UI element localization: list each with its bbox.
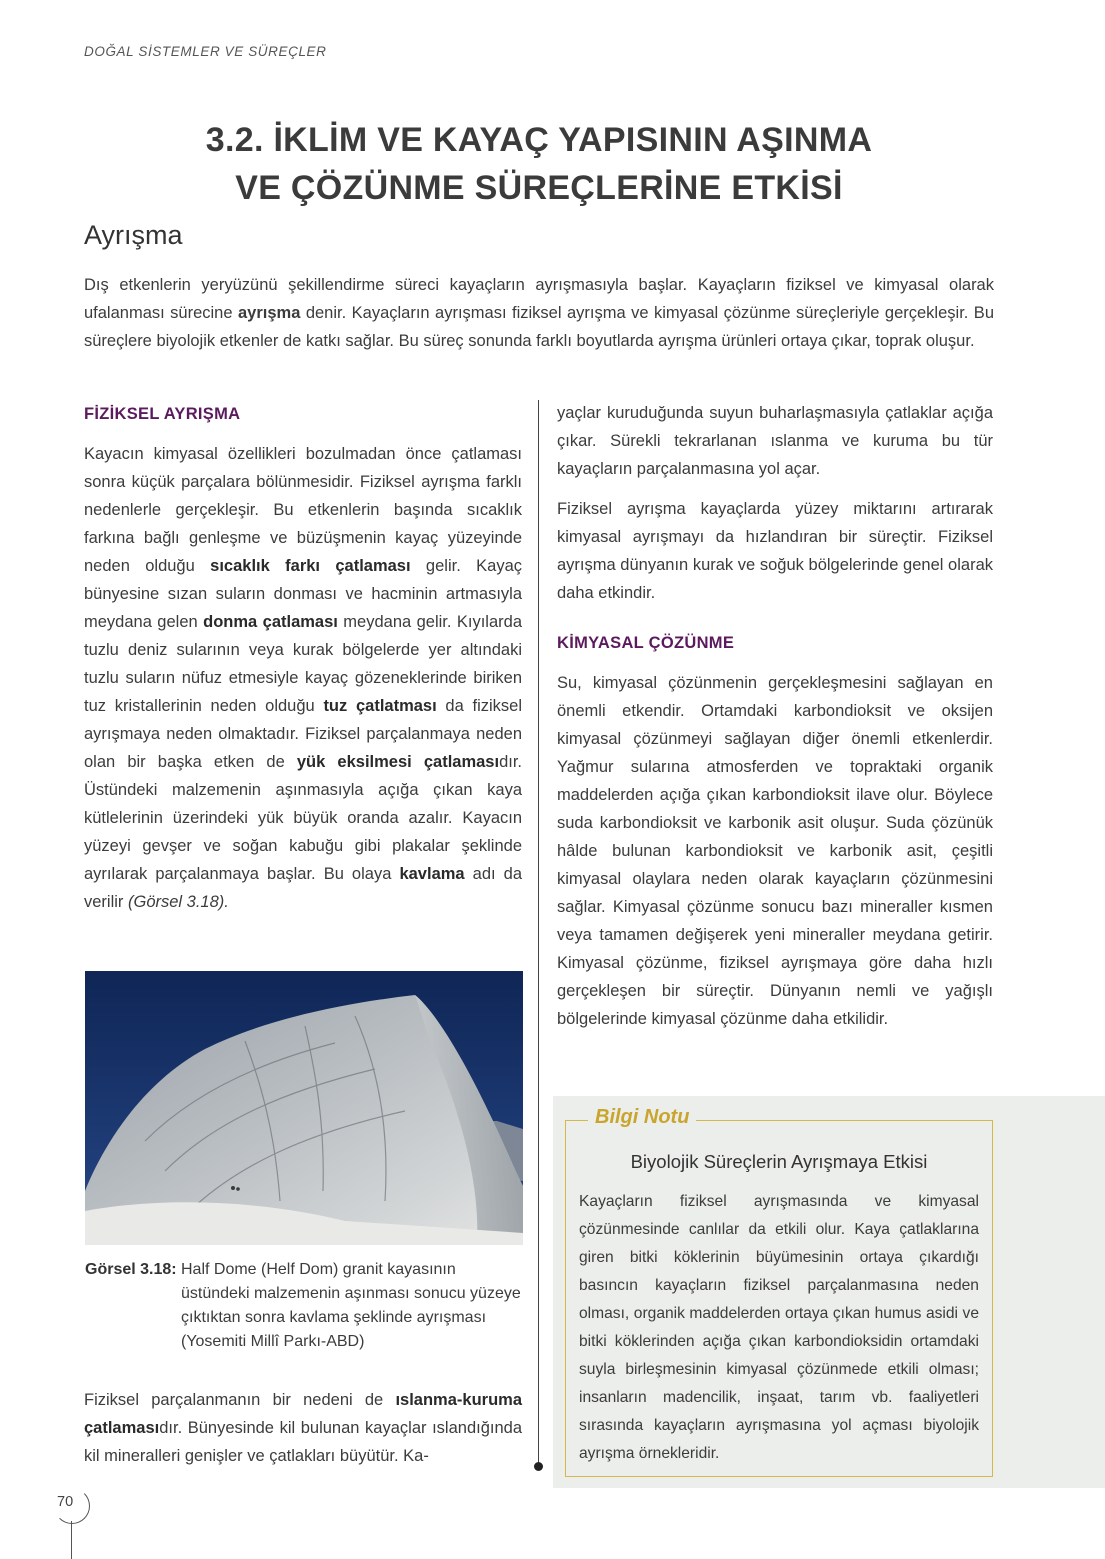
physical-text-3: meydana gelir. Kıyılarda tuzlu deniz sularının veya kurak bölgelerde yer altındaki tuzlu suların nüfuz etmesiyle kayaç gözeneklerinde biriken tuz kristallerinin neden olduğu bbox=[84, 613, 522, 715]
info-note-label: Bilgi Notu bbox=[588, 1106, 696, 1129]
term-unloading-cracking: yük eksilmesi çatlaması bbox=[296, 753, 500, 771]
page-title bbox=[84, 116, 994, 212]
page-number-line bbox=[71, 1521, 72, 1559]
term-frost-cracking: donma çatlaması bbox=[203, 613, 338, 631]
title-line-2: VE ÇÖZÜNME SÜREÇLERİNE ETKİSİ bbox=[235, 169, 843, 207]
half-dome-photo bbox=[85, 971, 523, 1245]
figure-label: Görsel 3.18: bbox=[85, 1261, 177, 1278]
term-wet-dry-cracking: ıslanma-kuruma çatlaması bbox=[84, 1391, 522, 1437]
chemical-dissolution-heading: KİMYASAL ÇÖZÜNME bbox=[557, 634, 735, 652]
hikers-2 bbox=[236, 1187, 240, 1191]
right-column bbox=[557, 399, 993, 1033]
physical-text-2: gelir. Kayaç bünyesine sızan suların donması ve hacminin artmasıyla meydana gelen bbox=[84, 557, 522, 631]
left-column bbox=[84, 400, 522, 916]
physical-weathering-paragraph bbox=[84, 440, 522, 916]
chemical-dissolution-paragraph: Su, kimyasal çözünmenin gerçekleşmesini sağlayan en önemli etkendir. Ortamdaki karbondioksit ve oksijen kimyasal çözünmeyi sağlayan diğer önemli etkenlerdir. Yağmur sularına atmosferden ve topraktaki organik maddelerden açığa çıkan karbondioksit ilave olur. Böylece suda karbondioksit ve karbonik asit oluşur. Suda çözünük hâlde bulunan karbondioksit ve karbonik asit, çeşitli kimyasal olaylara neden olarak kayaçların çözünmesini sağlar. Kimyasal çözünme sonucu bazı mineraller kısmen veya tamamen değişerek yeni mineraller meydana getirir. Kimyasal çözünme, fiziksel ayrışmaya göre daha hızlı gerçekleşen bir süreçtir. Dünyanın nemli ve yağışlı bölgelerinde kimyasal çözünme daha etkilidir. bbox=[557, 674, 993, 1028]
physical-text-4: da fiziksel ayrışmaya neden olmaktadır. Fiziksel parçalanmaya neden olan bir başka etken de bbox=[84, 697, 523, 771]
physical-text-5: dır. Üstündeki malzemenin aşınmasıyla açığa çıkan kaya kütlelerinin üzerindeki yük büyük oranda azalır. Kayacın yüzeyi gevşer ve soğan kabuğu gibi plakalar şeklinde ayrılarak parçalanmaya başlar. Bu olaya bbox=[84, 753, 523, 883]
intro-term-ayrisma: ayrışma bbox=[237, 304, 301, 322]
wet-dry-paragraph bbox=[84, 1386, 522, 1470]
section-title: Ayrışma bbox=[84, 220, 183, 250]
divider-dot bbox=[534, 1462, 543, 1471]
running-head: DOĞAL SİSTEMLER VE SÜREÇLER bbox=[84, 44, 327, 59]
physical-text-1: Kayacın kimyasal özellikleri bozulmadan önce çatlaması sonra küçük parçalara bölünmesidir. Fiziksel ayrışma farklı nedenlerle gerçekleşir. Bu etkenlerin başında sıcaklık farkına bağlı genleşme ve büzüşmenin kayaç yüzeyinde neden olduğu bbox=[84, 445, 522, 575]
info-note-body: Kayaçların fiziksel ayrışmasında ve kimyasal çözünmesinde canlılar da etkili olur. Kaya çatlaklarına giren bitki köklerinin büyümesinin ortaya çıkardığı basıncın kayaçların fiziksel parçalanmasına neden olması, organik maddelerden ortaya çıkan humus asidi ve bitki köklerinden açığa çıkan karbondioksidin ortamdaki suyla birleşmesinin kimyasal çözünmede etkili olması; insanların madencilik, inşaat, tarım vb. faaliyetleri sırasında kayaçların ayrışmasına yol açması biyolojik ayrışma örnekleridir. bbox=[579, 1193, 979, 1462]
page-number: 70 bbox=[57, 1494, 74, 1510]
title-line-1: 3.2. İKLİM VE KAYAÇ YAPISININ AŞINMA bbox=[205, 121, 873, 159]
wet-dry-text-2: dır. Bünyesinde kil bulunan kayaçlar ıslandığında kil mineralleri genişler ve çatlakları büyütür. Ka- bbox=[84, 1419, 522, 1465]
physical-summary-paragraph: Fiziksel ayrışma kayaçlarda yüzey miktarını artırarak kimyasal ayrışmayı da hızlandıran bir süreçtir. Fiziksel ayrışma dünyanın kurak ve soğuk bölgelerinde genel olarak daha etkindir. bbox=[557, 500, 993, 602]
figure-caption bbox=[85, 1258, 525, 1354]
figure-reference: (Görsel 3.18). bbox=[128, 893, 229, 911]
term-temperature-cracking: sıcaklık farkı çatlaması bbox=[210, 557, 411, 575]
intro-text-2: denir. Kayaçların ayrışması fiziksel ayrışma ve kimyasal çözünme süreçleriyle gerçekleşir. Bu süreçlere biyolojik etkenler de katkı sağlar. Bu süreç sonunda farklı boyutlarda ayrışma ürünleri ortaya çıkar, toprak oluşur. bbox=[84, 304, 994, 350]
column-divider bbox=[538, 400, 539, 1466]
wet-dry-text-1: Fiziksel parçalanmanın bir nedeni de bbox=[84, 1391, 396, 1409]
physical-text-6: adı da verilir bbox=[84, 865, 522, 911]
figure-caption-text: Half Dome (Helf Dom) granit kayasının üstündeki malzemenin aşınması sonucu yüzeye çıktıktan sonra kavlama şeklinde ayrışması (Yosemiti Millî Parkı-ABD) bbox=[181, 1261, 521, 1350]
term-salt-cracking: tuz çatlatması bbox=[323, 697, 437, 715]
term-exfoliation: kavlama bbox=[399, 865, 465, 883]
left-bottom-block bbox=[84, 1386, 522, 1470]
info-note-title: Biyolojik Süreçlerin Ayrışmaya Etkisi bbox=[630, 1151, 928, 1172]
intro-paragraph bbox=[84, 271, 994, 355]
intro-text-1: Dış etkenlerin yeryüzünü şekillendirme süreci kayaçların ayrışmasıyla başlar. Kayaçların fiziksel ve kimyasal olarak ufalanması sürecine bbox=[84, 276, 994, 322]
continuation-paragraph: yaçlar kuruduğunda suyun buharlaşmasıyla çatlaklar açığa çıkar. Sürekli tekrarlanan ıslanma ve kuruma bu tür kayaçların parçalanmasına yol açar. bbox=[557, 404, 993, 478]
physical-weathering-heading: FİZİKSEL AYRIŞMA bbox=[84, 405, 241, 423]
hikers bbox=[231, 1186, 235, 1190]
